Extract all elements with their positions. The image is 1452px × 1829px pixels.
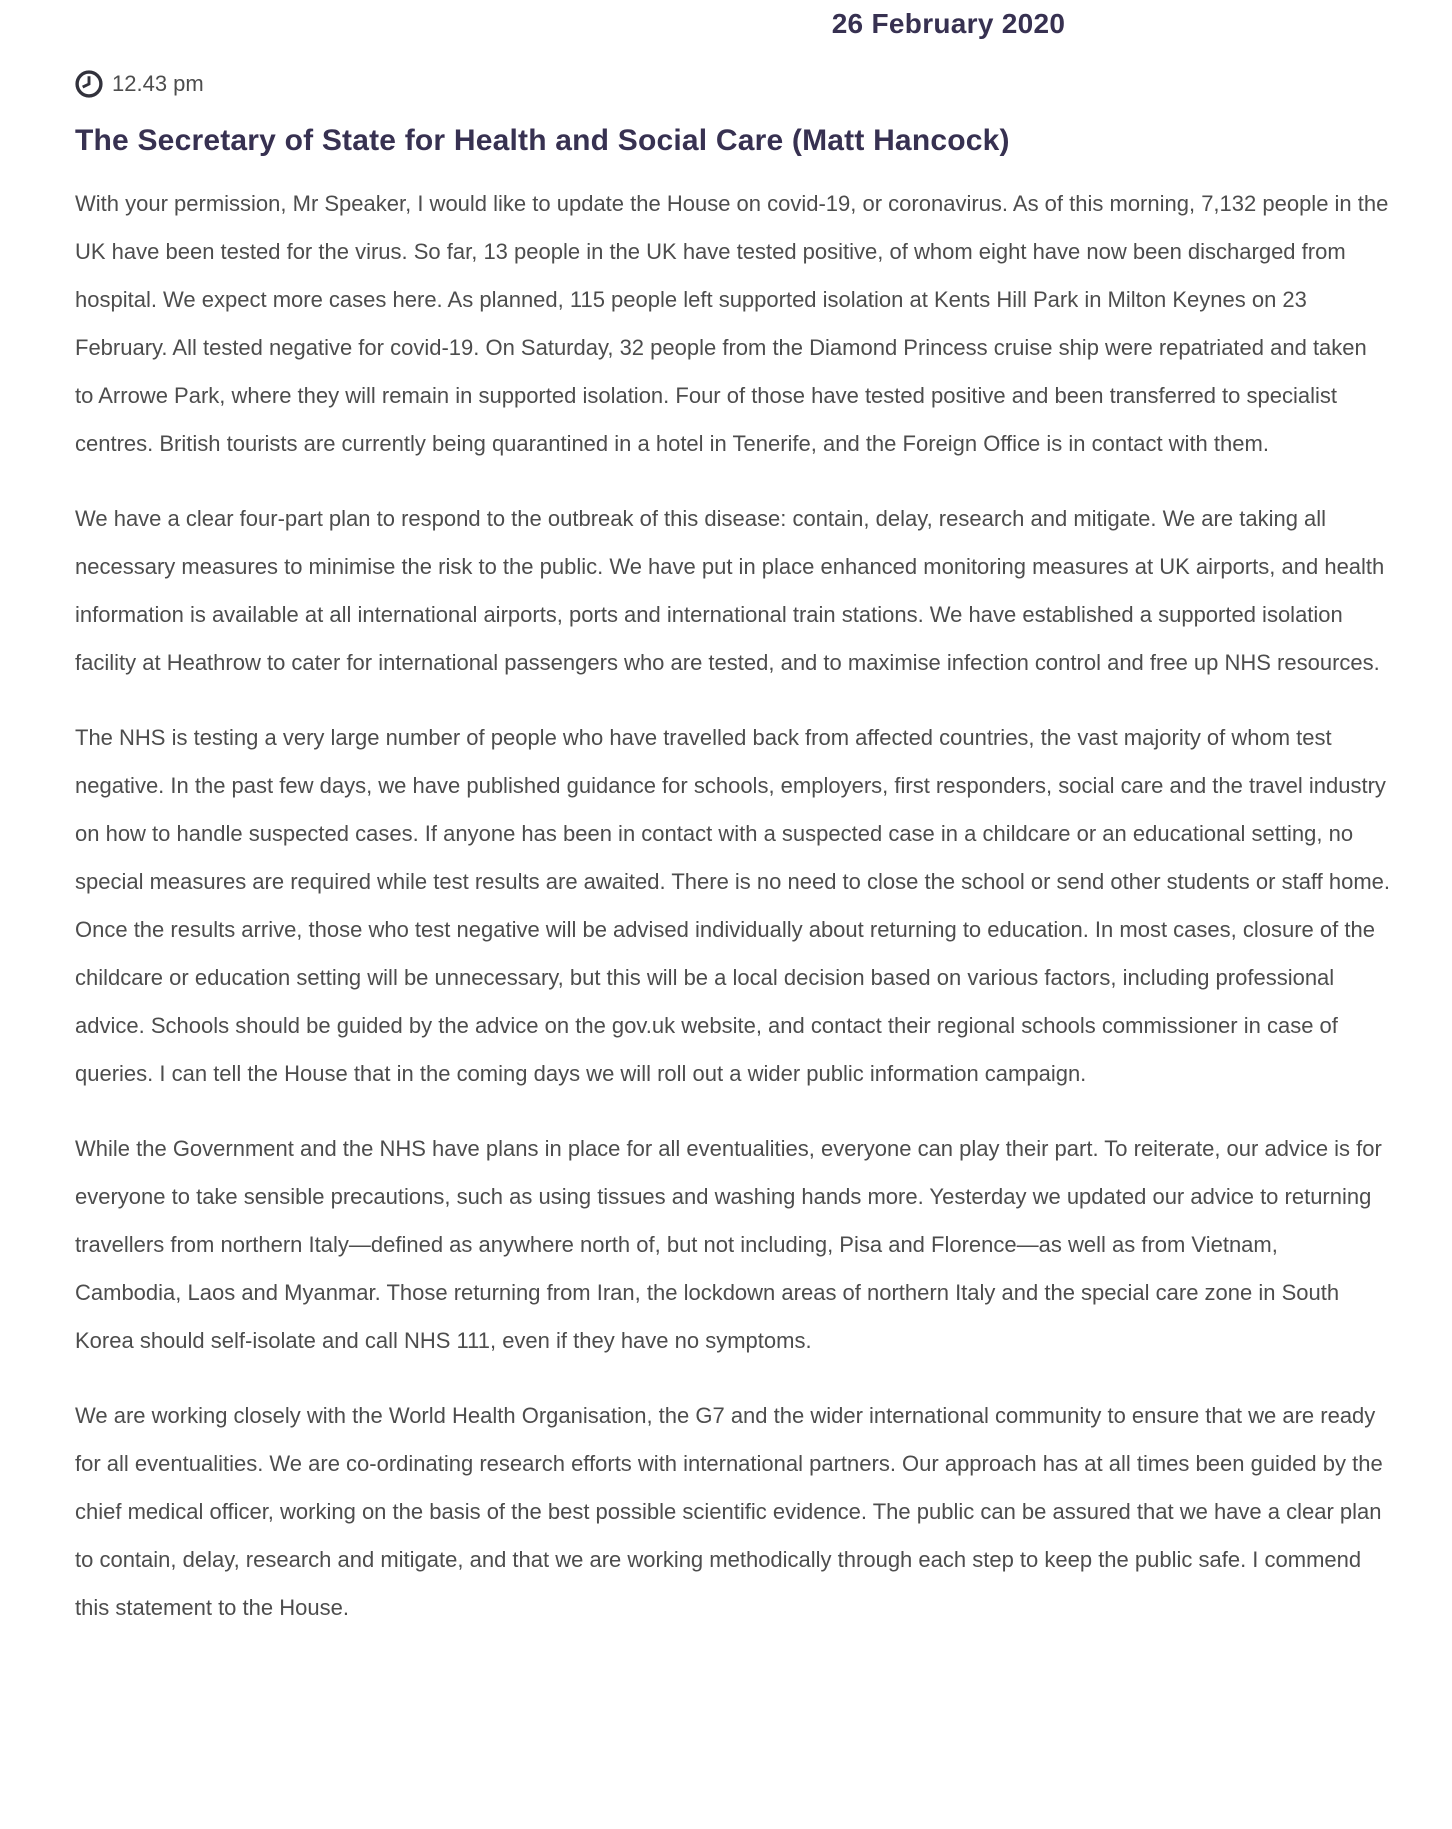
statement-paragraph: While the Government and the NHS have plans in place for all eventualities, everyone can play their part. To reiterate, our advice is for everyone to take sensible precautions, such as using tissues and washing hands more. Yesterday we updated our advice to returning travellers from northern Italy—defined as anywhere north of, but not including, Pisa and Florence—as well as from Vietnam, Cambodia, Laos and Myanmar. Those returning from Iran, the lockdown areas of northern Italy and the special care zone in South Korea should self-isolate and call NHS 111, even if they have no symptoms. [75, 1135, 1382, 1353]
statement-paragraph: With your permission, Mr Speaker, I would like to update the House on covid-19, or coronavirus. As of this morning, 7,132 people in the UK have been tested for the virus. So far, 13 people in the UK have tested positive, of whom eight have now been discharged from hospital. We expect more cases here. As planned, 115 people left supported isolation at Kents Hill Park in Milton Keynes on 23 February. All tested negative for covid-19. On Saturday, 32 people from the Diamond Princess cruise ship were repatriated and taken to Arrowe Park, where they will remain in supported isolation. Four of those have tested positive and been transferred to specialist centres. British tourists are currently being quarantined in a hotel in Tenerife, and the Foreign Office is in contact with them. [75, 190, 1389, 456]
statement-paragraph: We have a clear four-part plan to respond to the outbreak of this disease: contain, delay, research and mitigate. We are taking all necessary measures to minimise the risk to the public. We have put in place enhanced monitoring measures at UK airports, and health information is available at all international airports, ports and international train stations. We have established a supported isolation facility at Heathrow to cater for international passengers who are tested, and to maximise infection control and free up NHS resources. [75, 505, 1385, 675]
speaker-heading: The Secretary of State for Health and Social Care (Matt Hancock) [75, 124, 1010, 157]
clock-icon [75, 70, 103, 98]
time-row [75, 70, 1390, 98]
date-header: 26 February 2020 [831, 8, 1066, 39]
statement-paragraph: The NHS is testing a very large number of people who have travelled back from affected countries, the vast majority of whom test negative. In the past few days, we have published guidance for schools, employers, first responders, social care and the travel industry on how to handle suspected cases. If anyone has been in contact with a suspected case in a childcare or an educational setting, no special measures are required while test results are awaited. There is no need to close the school or send other students or staff home. Once the results arrive, those who test negative will be advised individually about returning to education. In most cases, closure of the childcare or education setting will be unnecessary, but this will be a local decision based on various factors, including professional advice. Schools should be guided by the advice on the gov.uk website, and contact their regional schools commissioner in case of queries. I can tell the House that in the coming days we will roll out a wider public information campaign. [75, 724, 1391, 1086]
timestamp: 12.43 pm [112, 71, 204, 96]
statement-paragraph: We are working closely with the World Health Organisation, the G7 and the wider international community to ensure that we are ready for all eventualities. We are co-ordinating research efforts with international partners. Our approach has at all times been guided by the chief medical officer, working on the basis of the best possible scientific evidence. The public can be assured that we have a clear plan to contain, delay, research and mitigate, and that we are working methodically through each step to keep the public safe. I commend this statement to the House. [75, 1402, 1383, 1620]
